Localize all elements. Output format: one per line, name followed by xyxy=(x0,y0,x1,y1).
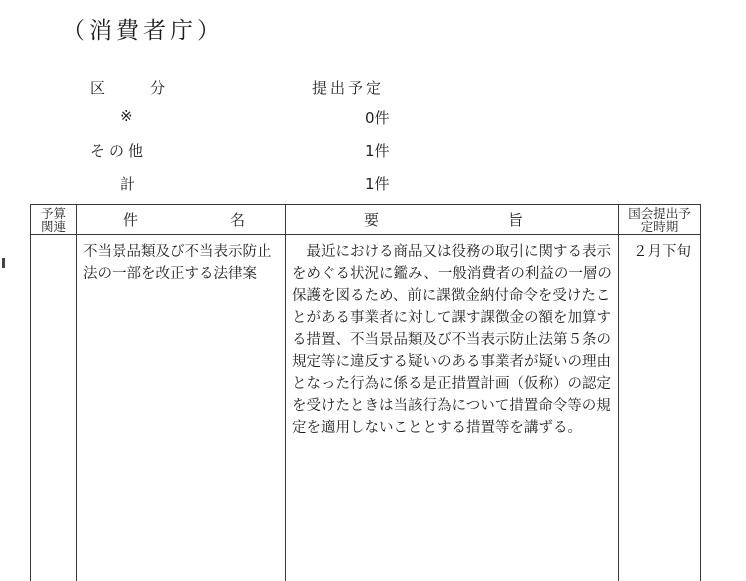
summary-table xyxy=(0,0,746,200)
summary-row-count: 0件 xyxy=(365,109,390,127)
budget-cell xyxy=(31,235,77,581)
header-name: 件 名 xyxy=(77,205,286,235)
header-budget: 予算関連 xyxy=(31,205,77,235)
bill-table xyxy=(30,204,701,581)
agency-title: （消費者庁） xyxy=(62,18,224,44)
header-gist: 要 旨 xyxy=(286,205,619,235)
summary-header-category-1: 区 xyxy=(90,79,106,97)
summary-row-count: 1件 xyxy=(365,142,390,160)
summary-header-category-2: 分 xyxy=(150,79,166,97)
bill-gist-cell: 最近における商品又は役務の取引に関する表示をめぐる状況に鑑み、一般消費者の利益の一層の保護を図るため、前に課徴金納付命令を受けたことがある事業者に対して課す課徴金の額を加算する措置、不当景品類及び不当表示防止法第５条の規定等に違反する疑いのある事業者が疑いの理由となった行為に係る是正措置計画（仮称）の認定を受けたときは当該行為について措置命令等の規定を適用しないこととする措置等を講ずる。 xyxy=(286,235,619,581)
page-edge-mark xyxy=(2,258,5,268)
summary-row-label: 計 xyxy=(120,175,136,193)
bill-name-cell: 不当景品類及び不当表示防止法の一部を改正する法律案 xyxy=(77,235,286,581)
submission-timing-cell: ２月下旬 xyxy=(619,235,701,581)
header-timing: 国会提出予定時期 xyxy=(619,205,701,235)
summary-row-count: 1件 xyxy=(365,175,390,193)
summary-header-count: 提出予定 xyxy=(312,79,385,97)
summary-row-label: その他 xyxy=(90,142,148,160)
summary-row-label: ※ xyxy=(120,107,133,125)
table-row xyxy=(31,235,701,581)
